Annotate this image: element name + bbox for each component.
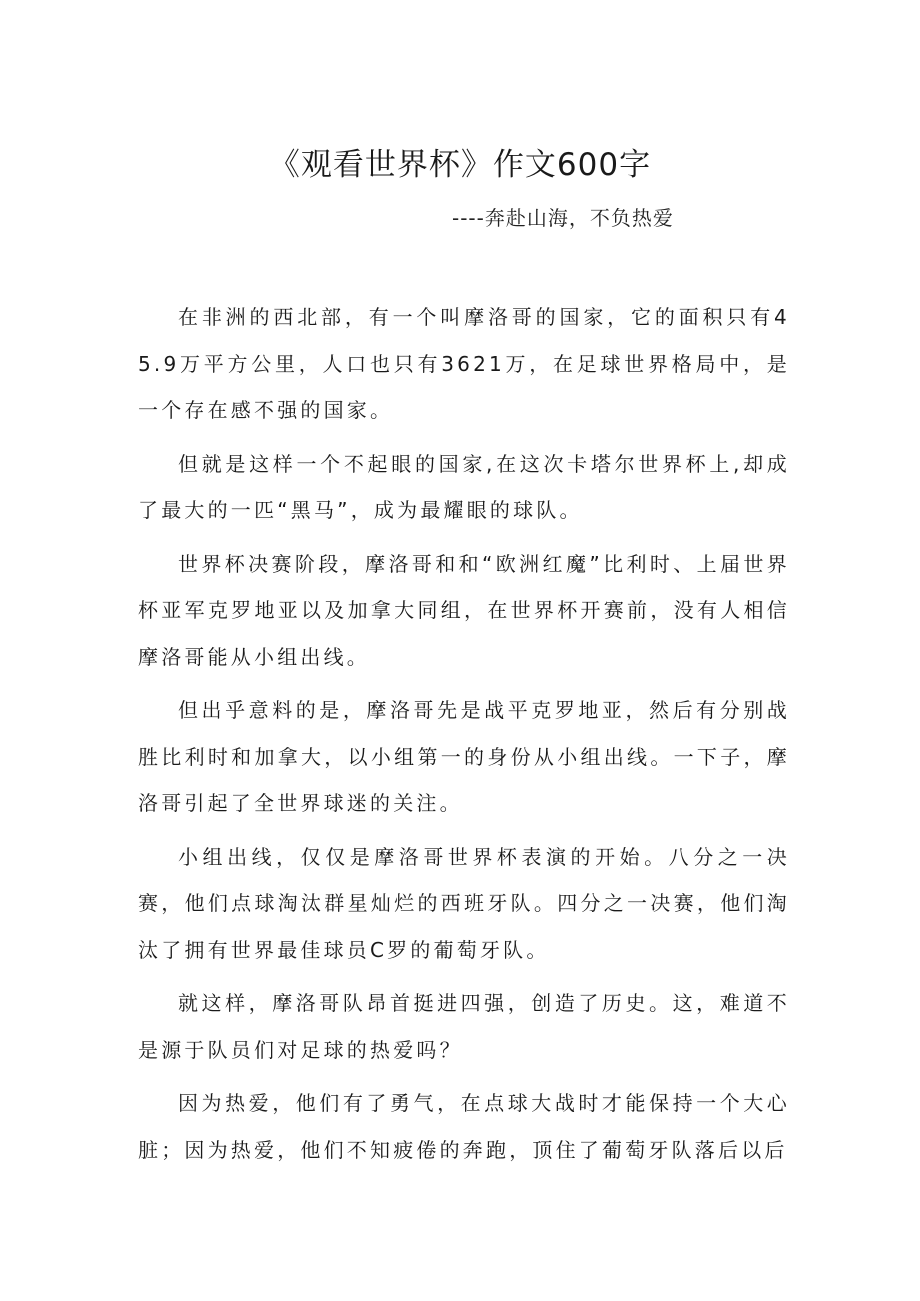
document-body	[138, 294, 790, 1180]
paragraph-3: 世界杯决赛阶段，摩洛哥和和“欧洲红魔”比利时、上届世界杯亚军克罗地亚以及加拿大同组，在世界杯开赛前，没有人相信摩洛哥能从小组出线。	[138, 551, 790, 669]
paragraph-6: 就这样，摩洛哥队昂首挺进四强，创造了历史。这，难道不是源于队员们对足球的热爱吗？	[138, 991, 790, 1062]
paragraph-2: 但就是这样一个不起眼的国家,在这次卡塔尔世界杯上,却成了最大的一匹“黑马”，成为最耀眼的球队。	[138, 451, 790, 522]
paragraph-4: 但出乎意料的是，摩洛哥先是战平克罗地亚，然后有分别战胜比利时和加拿大，以小组第一的身份从小组出线。一下子，摩洛哥引起了全世界球迷的关注。	[138, 698, 790, 815]
paragraph-1: 在非洲的西北部，有一个叫摩洛哥的国家，它的面积只有45.9万平方公里，人口也只有3621万，在足球世界格局中，是一个存在感不强的国家。	[138, 305, 790, 422]
document-subtitle: ----奔赴山海，不负热爱	[452, 206, 674, 230]
document-title: 《观看世界杯》作文600字	[268, 147, 652, 183]
paragraph-7: 因为热爱，他们有了勇气，在点球大战时才能保持一个大心脏；因为热爱，他们不知疲倦的奔跑，顶住了葡萄牙队落后以后	[138, 1091, 790, 1162]
paragraph-5: 小组出线，仅仅是摩洛哥世界杯表演的开始。八分之一决赛，他们点球淘汰群星灿烂的西班牙队。四分之一决赛，他们淘汰了拥有世界最佳球员C罗的葡萄牙队。	[138, 844, 790, 962]
